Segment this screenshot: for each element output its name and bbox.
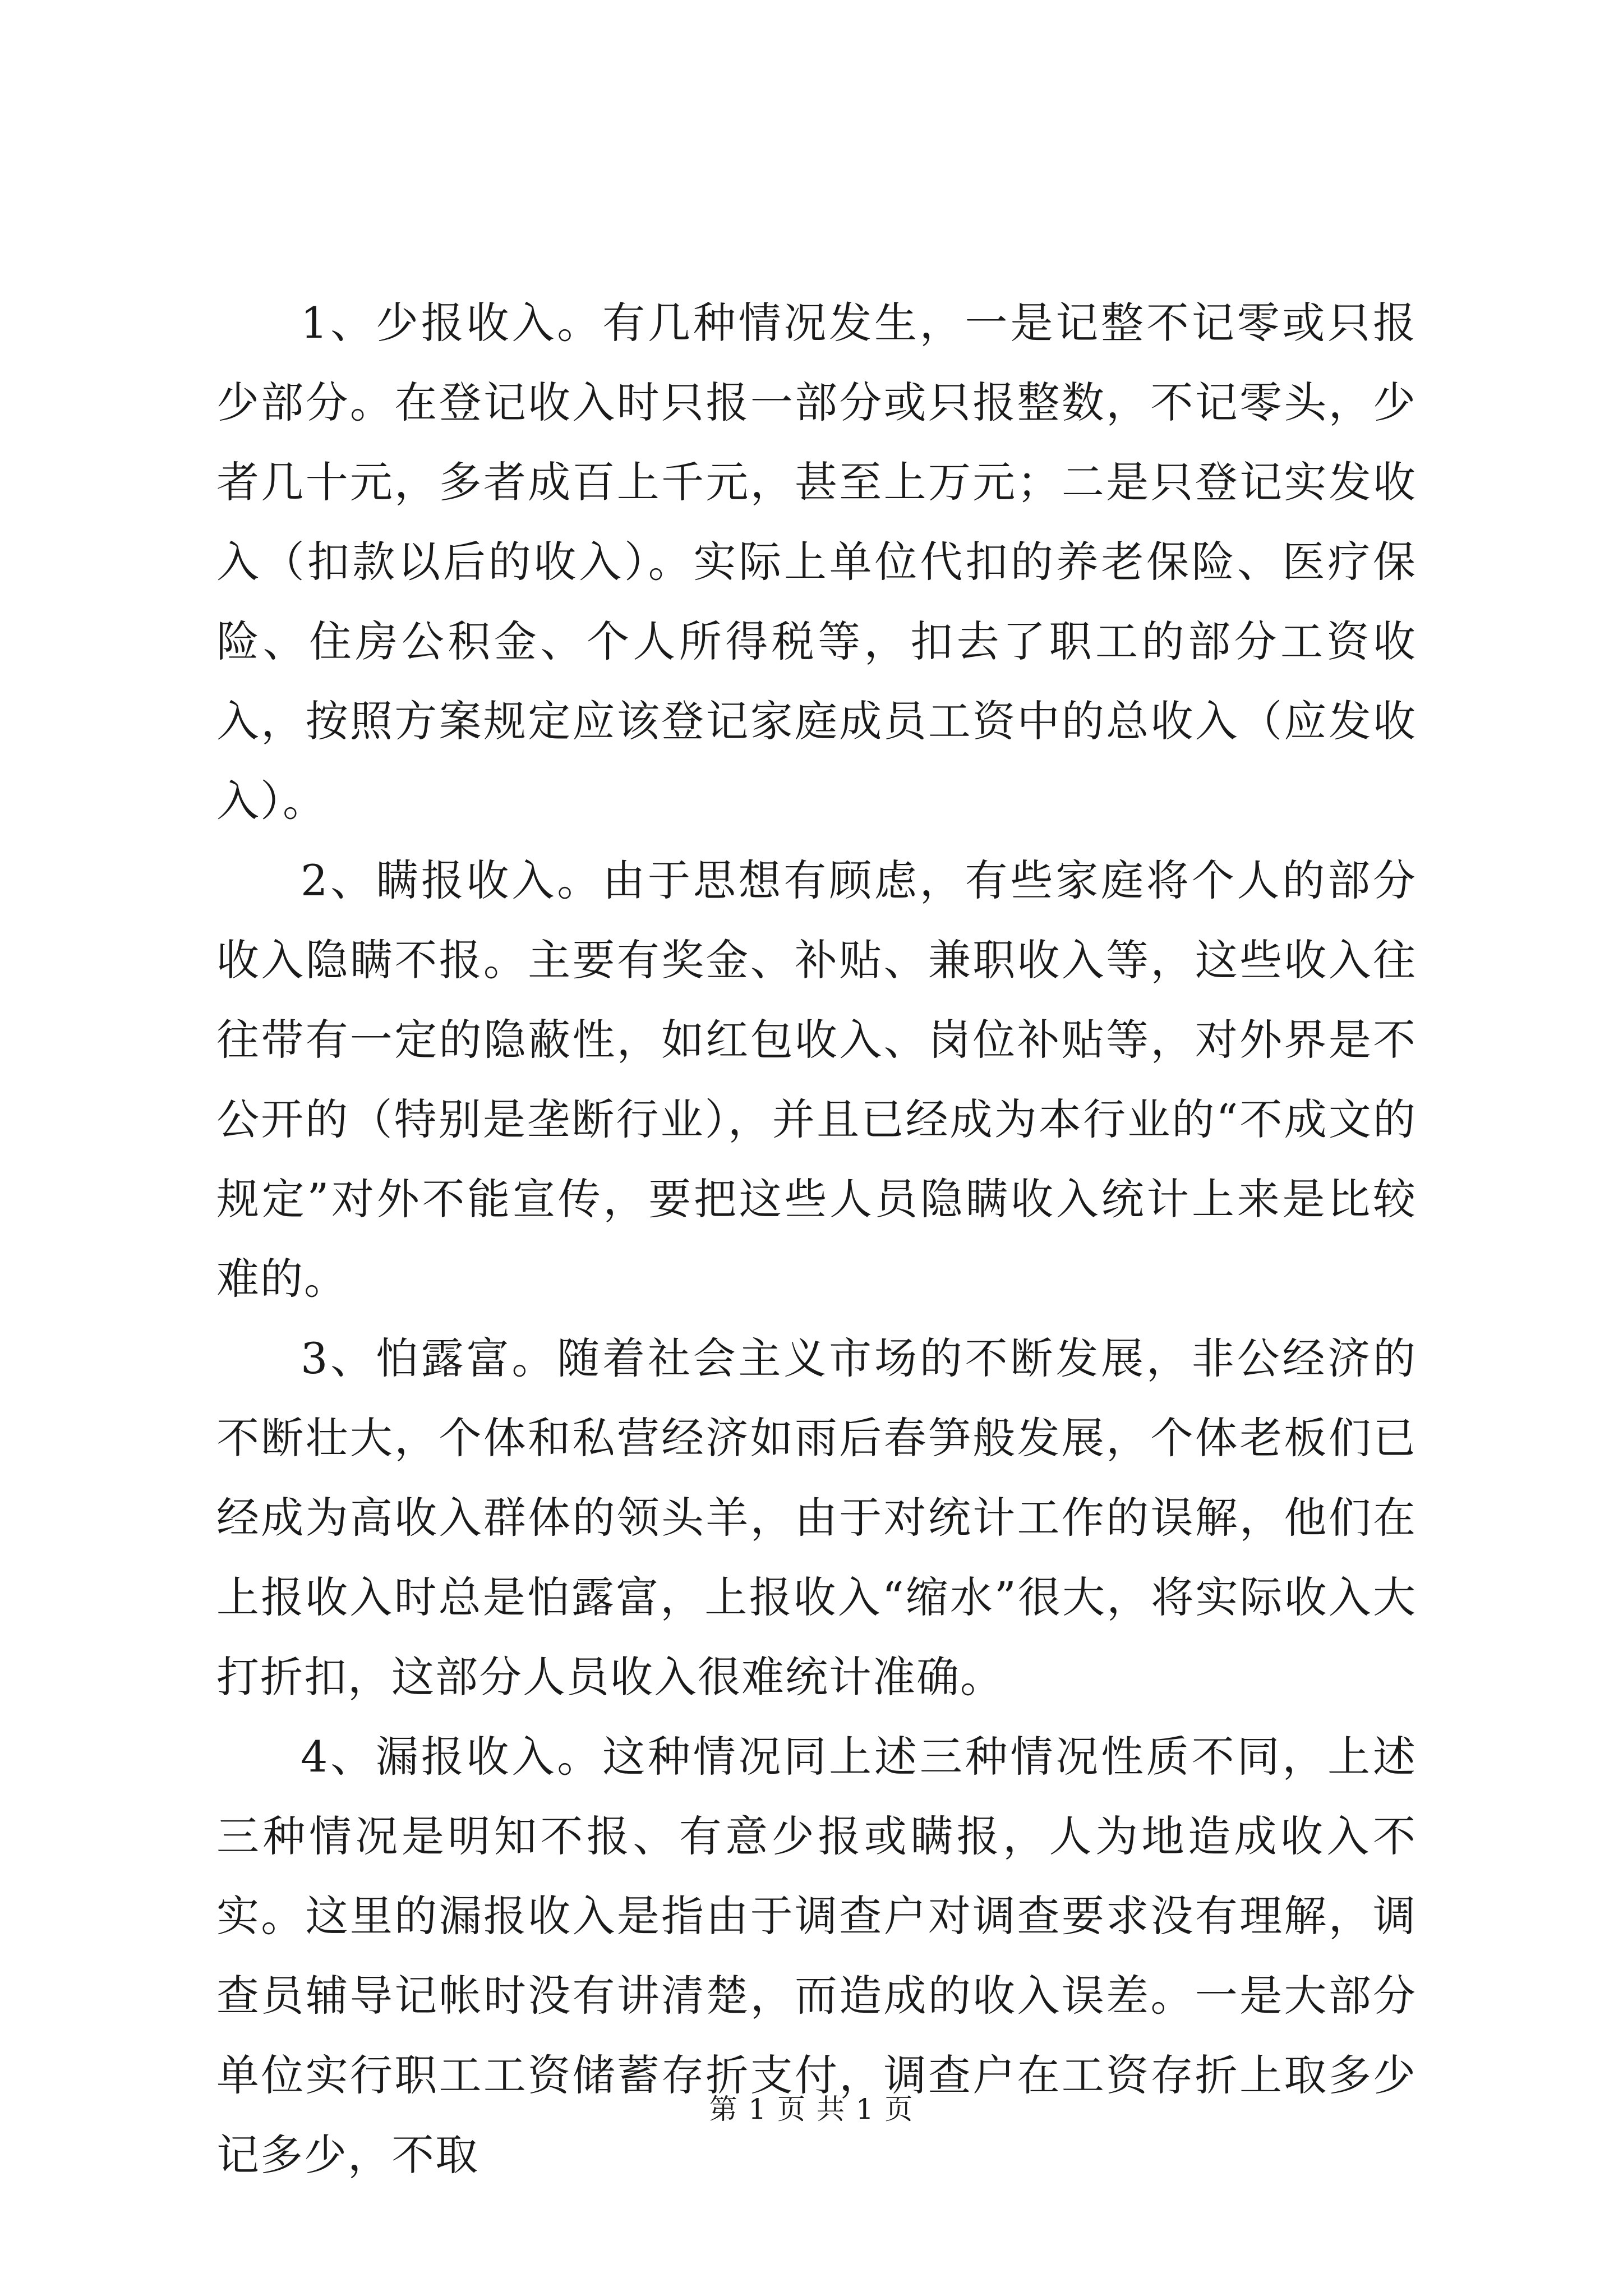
page-footer: 第 1 页 共 1 页 [709, 2093, 914, 2125]
paragraph-3: 3、怕露富。随着社会主义市场的不断发展，非公经济的不断壮大，个体和私营经济如雨后春笋般发展，个体老板们已经成为高收入群体的领头羊，由于对统计工作的误解，他们在上报收入时总是怕露富，上报收入“缩水”很大，将实际收入大打折扣，这部分人员收入很难统计准确。 [216, 1333, 1417, 1702]
paragraph-2: 2、瞒报收入。由于思想有顾虑，有些家庭将个人的部分收入隐瞒不报。主要有奖金、补贴、兼职收入等，这些收入往往带有一定的隐蔽性，如红包收入、岗位补贴等，对外界是不公开的（特别是垄断行业），并且已经成为本行业的“不成文的规定”对外不能宣传，要把这些人员隐瞒收入统计上来是比较难的。 [216, 855, 1417, 1304]
paragraph-4: 4、漏报收入。这种情况同上述三种情况性质不同，上述三种情况是明知不报、有意少报或瞒报，人为地造成收入不实。这里的漏报收入是指由于调查户对调查要求没有理解，调查员辅导记帐时没有讲清楚，而造成的收入误差。一是大部分单位实行职工工资储蓄存折支付，调查户在工资存折上取多少记多少，不取 [216, 1732, 1417, 2180]
paragraph-1: 1、少报收入。有几种情况发生，一是记整不记零或只报少部分。在登记收入时只报一部分或只报整数，不记零头，少者几十元，多者成百上千元，甚至上万元；二是只登记实发收入（扣款以后的收入）。实际上单位代扣的养老保险、医疗保险、住房公积金、个人所得税等，扣去了职工的部分工资收入，按照方案规定应该登记家庭成员工资中的总收入（应发收入）。 [216, 298, 1417, 826]
document-body [216, 283, 1417, 2195]
